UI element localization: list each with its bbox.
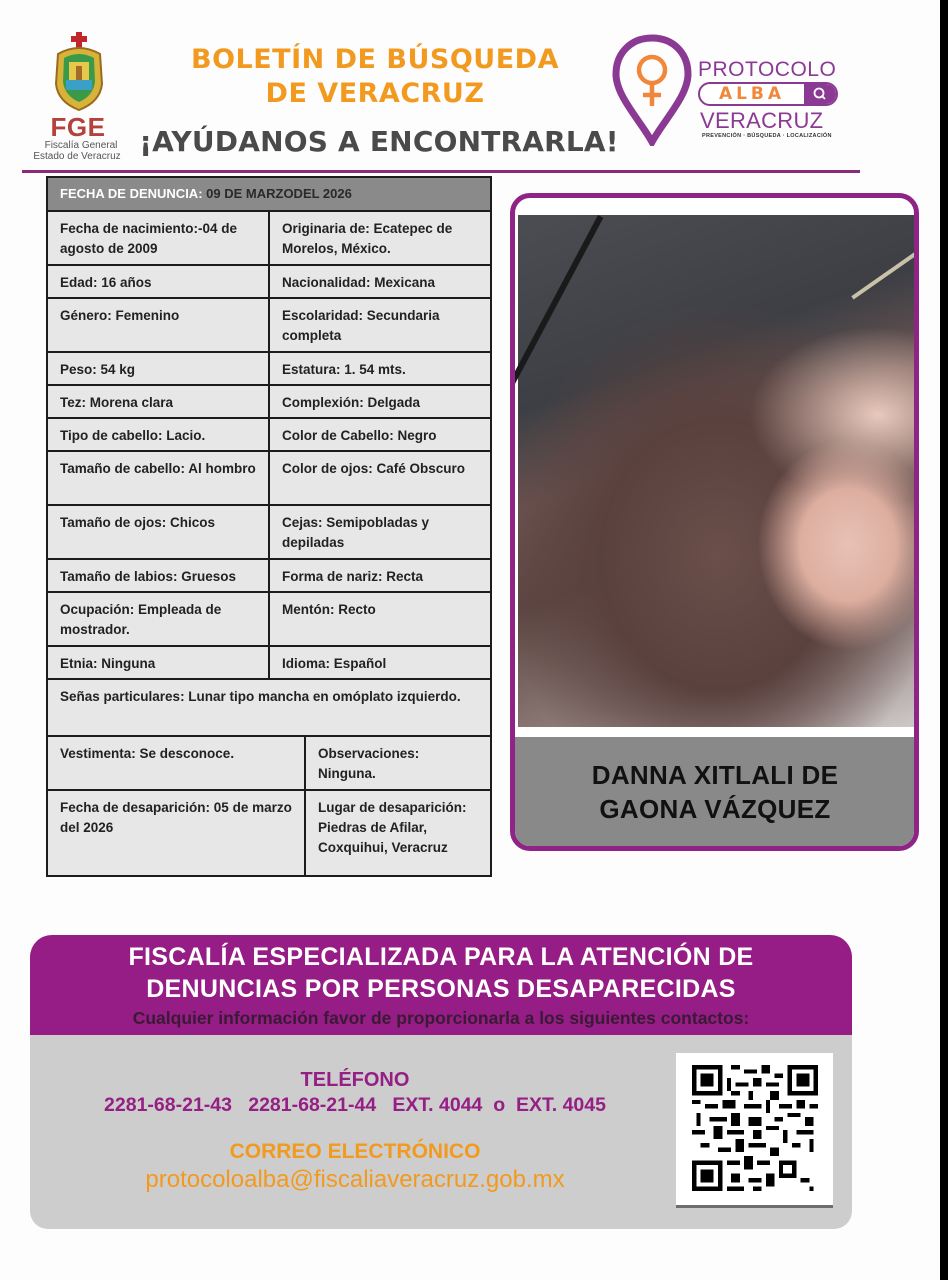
table-row bbox=[48, 789, 490, 875]
table-row bbox=[48, 558, 490, 591]
person-photo-card bbox=[510, 193, 919, 851]
disappearance-date: Fecha de desaparición: 05 de marzo del 2026 bbox=[48, 791, 306, 875]
right-edge-bar bbox=[940, 0, 948, 1280]
table-row bbox=[48, 735, 490, 789]
qr-code-icon bbox=[692, 1065, 818, 1191]
clothing: Vestimenta: Se desconoce. bbox=[48, 737, 306, 789]
table-row bbox=[48, 351, 490, 384]
age: Edad: 16 años bbox=[48, 266, 270, 297]
nationality: Nacionalidad: Mexicana bbox=[282, 275, 436, 290]
fge-subtitle-line2: Estado de Veracruz bbox=[33, 151, 121, 162]
alba-badge bbox=[698, 82, 838, 106]
photo-separator bbox=[515, 727, 919, 737]
report-date-value: 09 DE MARZODEL 2026 bbox=[206, 186, 352, 201]
agency-title-line1: FISCALÍA ESPECIALIZADA PARA LA ATENCIÓN DE bbox=[128, 943, 754, 971]
eye-size: Tamaño de ojos: Chicos bbox=[48, 506, 270, 558]
complexion-tone: Tez: Morena clara bbox=[48, 386, 270, 417]
email-link[interactable]: protocoloalba@fiscaliaveracruz.gob.mx bbox=[145, 1166, 565, 1193]
fge-mark: FGE bbox=[50, 112, 106, 142]
distinguishing-marks: Señas particulares: Lunar tipo mancha en omóplato izquierdo. bbox=[60, 689, 461, 704]
table-row bbox=[48, 678, 490, 735]
table-row bbox=[48, 504, 490, 558]
alba-search-area bbox=[804, 84, 836, 104]
call-to-action: ¡AYÚDANOS A ENCONTRARLA! bbox=[139, 125, 619, 158]
chin: Mentón: Recto bbox=[282, 602, 376, 617]
person-name-line2: GAONA VÁZQUEZ bbox=[599, 794, 831, 824]
language: Idioma: Español bbox=[282, 656, 387, 671]
alba-veracruz-text: VERACRUZ bbox=[700, 108, 824, 133]
eyebrows: Cejas: Semipobladas y depiladas bbox=[282, 515, 430, 550]
weight: Peso: 54 kg bbox=[48, 353, 270, 384]
protocolo-alba-logo bbox=[612, 34, 848, 150]
photo-hair-pin bbox=[851, 250, 919, 299]
table-row bbox=[48, 297, 490, 351]
occupation: Ocupación: Empleada de mostrador. bbox=[48, 593, 270, 645]
table-row bbox=[48, 264, 490, 297]
agency-title bbox=[30, 935, 852, 1005]
nose-shape: Forma de nariz: Recta bbox=[282, 569, 424, 584]
contact-instruction: Cualquier información favor de proporcionarla a los siguientes contactos: bbox=[132, 1008, 750, 1028]
description-table bbox=[46, 176, 492, 877]
header-divider bbox=[22, 170, 860, 173]
hair-length: Tamaño de cabello: Al hombro bbox=[48, 452, 270, 504]
table-row bbox=[48, 210, 490, 264]
disappearance-place: Lugar de desaparición: Piedras de Afilar, Coxquihui, Veracruz bbox=[318, 800, 467, 855]
email-label: CORREO ELECTRÓNICO bbox=[229, 1140, 481, 1163]
hair-type: Tipo de cabello: Lacio. bbox=[48, 419, 270, 450]
fge-subtitle-line1: Fiscalía General bbox=[44, 140, 118, 151]
ethnicity: Etnia: Ninguna bbox=[48, 647, 270, 678]
build: Complexión: Delgada bbox=[282, 395, 421, 410]
qr-code[interactable] bbox=[676, 1053, 833, 1205]
fge-logo bbox=[28, 32, 128, 160]
table-row bbox=[48, 450, 490, 504]
veracruz-coat-of-arms-icon bbox=[50, 32, 108, 112]
table-row bbox=[48, 417, 490, 450]
photo-background-stripe bbox=[510, 215, 603, 403]
origin: Originaria de: Ecatepec de Morelos, México. bbox=[282, 221, 453, 256]
hair-color: Color de Cabello: Negro bbox=[282, 428, 437, 443]
alba-tagline: PREVENCIÓN · BÚSQUEDA · LOCALIZACIÓN bbox=[702, 133, 832, 139]
missing-person-photo bbox=[518, 215, 919, 727]
education: Escolaridad: Secundaria completa bbox=[282, 308, 440, 343]
phone-numbers[interactable]: 2281-68-21-43 2281-68-21-44 EXT. 4044 o EXT. 4045 bbox=[104, 1094, 606, 1116]
female-symbol-pin-icon bbox=[612, 34, 692, 146]
phone-label: TELÉFONO bbox=[300, 1069, 410, 1091]
person-name-band bbox=[515, 737, 915, 847]
magnifier-icon bbox=[804, 84, 836, 104]
report-date-header bbox=[48, 178, 490, 210]
lip-size: Tamaño de labios: Gruesos bbox=[48, 560, 270, 591]
person-name-line1: DANNA XITLALI DE bbox=[591, 760, 839, 790]
table-row bbox=[48, 645, 490, 678]
table-row bbox=[48, 591, 490, 645]
gender: Género: Femenino bbox=[48, 299, 270, 351]
bulletin-title-line1: BOLETÍN DE BÚSQUEDA bbox=[191, 44, 559, 75]
agency-title-line2: DENUNCIAS POR PERSONAS DESAPARECIDAS bbox=[146, 975, 736, 1003]
report-date-label: FECHA DE DENUNCIA: bbox=[60, 186, 203, 201]
alba-protocolo-text: PROTOCOLO bbox=[698, 58, 837, 81]
observations: Observaciones: Ninguna. bbox=[318, 746, 420, 781]
bulletin-title-line2: DE VERACRUZ bbox=[265, 78, 485, 109]
agency-banner bbox=[30, 935, 852, 1037]
alba-badge-text: ALBA bbox=[718, 84, 786, 104]
eye-color: Color de ojos: Café Obscuro bbox=[282, 461, 466, 476]
height: Estatura: 1. 54 mts. bbox=[282, 362, 406, 377]
birth-date: Fecha de nacimiento:-04 de agosto de 2009 bbox=[48, 212, 270, 264]
table-row bbox=[48, 384, 490, 417]
